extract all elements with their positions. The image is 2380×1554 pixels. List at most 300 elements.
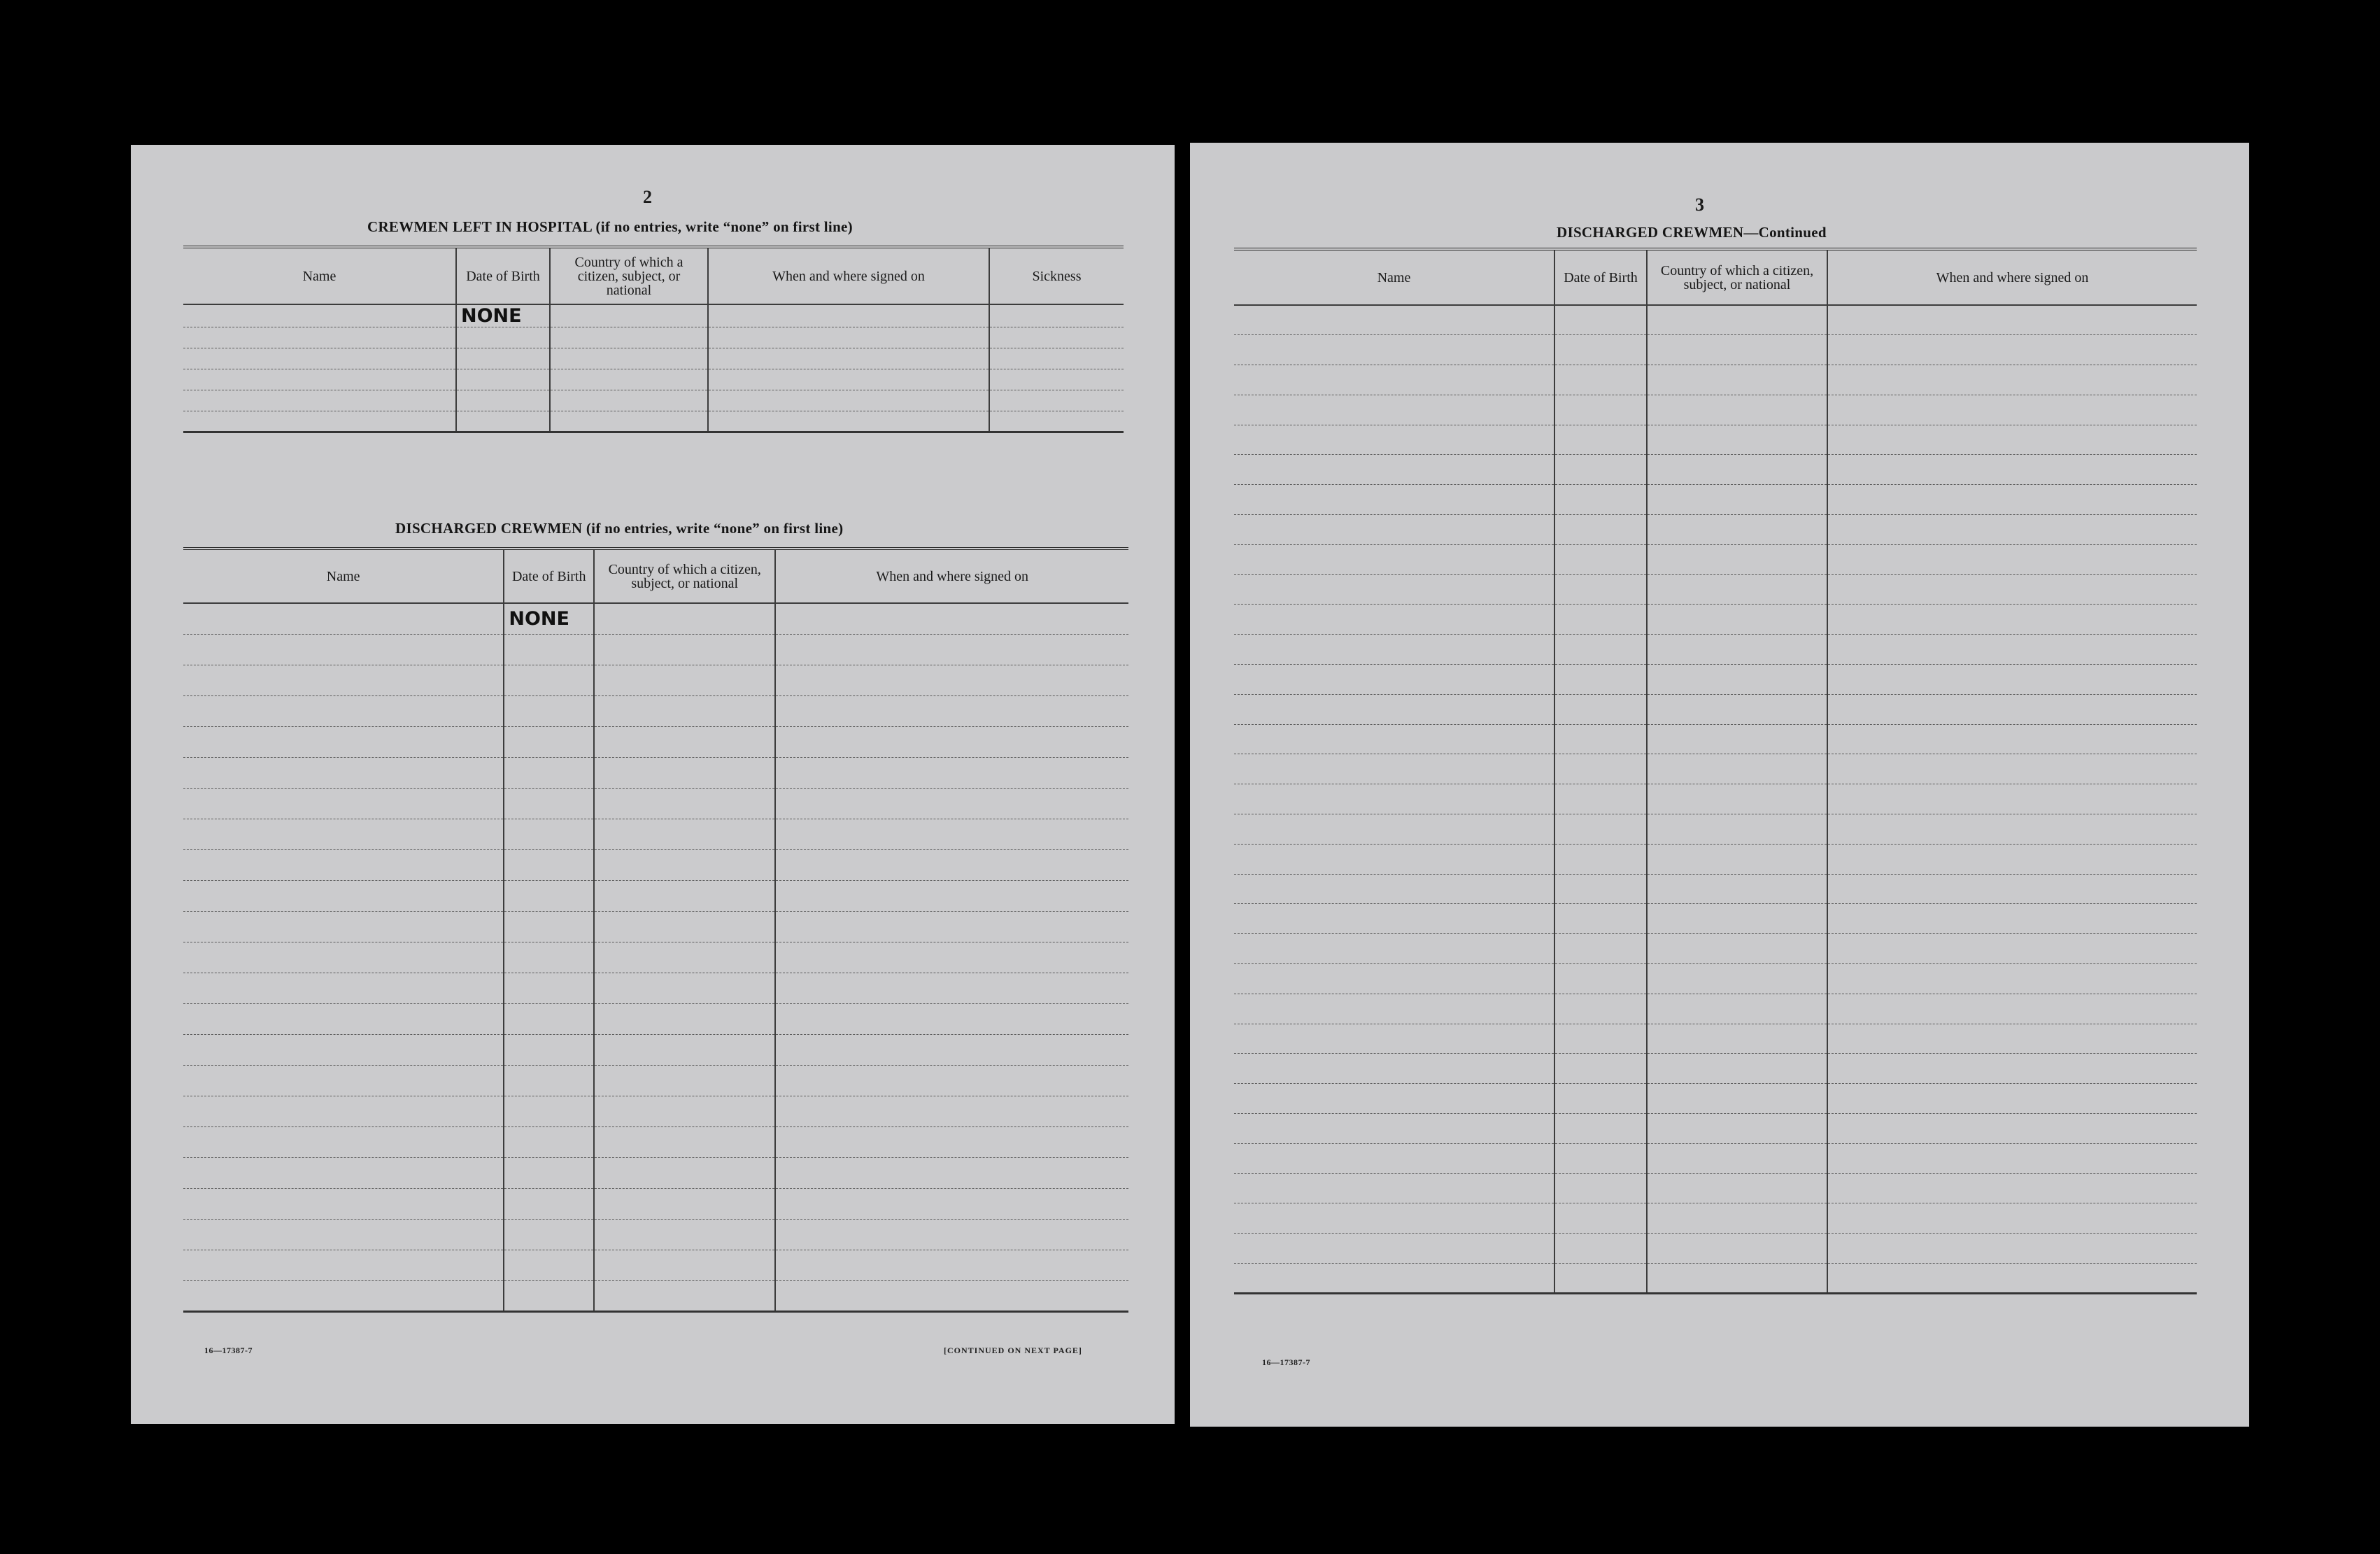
table-cell[interactable] bbox=[504, 849, 594, 880]
table-cell[interactable] bbox=[1554, 665, 1647, 695]
table-cell[interactable] bbox=[183, 695, 504, 726]
table-cell[interactable] bbox=[1234, 1143, 1554, 1173]
table-cell[interactable] bbox=[1827, 574, 2197, 605]
table-cell[interactable] bbox=[1647, 425, 1827, 455]
table-cell[interactable] bbox=[1234, 904, 1554, 934]
table-cell[interactable] bbox=[1554, 754, 1647, 784]
table-cell[interactable] bbox=[1234, 1203, 1554, 1234]
table-cell[interactable] bbox=[1827, 605, 2197, 635]
table-cell[interactable] bbox=[1234, 665, 1554, 695]
table-cell[interactable] bbox=[1827, 544, 2197, 574]
table-cell[interactable] bbox=[1554, 605, 1647, 635]
table-cell[interactable] bbox=[594, 942, 775, 973]
table-cell[interactable] bbox=[1827, 515, 2197, 545]
table-cell[interactable] bbox=[183, 411, 456, 432]
table-cell[interactable] bbox=[1234, 754, 1554, 784]
table-cell[interactable] bbox=[775, 880, 1128, 911]
table-row bbox=[1234, 874, 2197, 904]
table-cell[interactable] bbox=[594, 1065, 775, 1096]
table-cell[interactable] bbox=[456, 369, 550, 390]
table-cell[interactable] bbox=[1647, 1203, 1827, 1234]
table-cell[interactable] bbox=[1554, 395, 1647, 425]
table-cell[interactable] bbox=[1647, 335, 1827, 365]
table-cell[interactable] bbox=[1234, 844, 1554, 874]
table-cell[interactable] bbox=[775, 1157, 1128, 1188]
table-cell[interactable] bbox=[504, 973, 594, 1003]
table-cell[interactable] bbox=[183, 911, 504, 942]
table-cell[interactable] bbox=[550, 369, 708, 390]
table-cell[interactable] bbox=[183, 1065, 504, 1096]
table-cell[interactable] bbox=[1647, 814, 1827, 845]
table-cell[interactable] bbox=[594, 603, 775, 634]
table-cell[interactable] bbox=[456, 327, 550, 348]
table-cell[interactable] bbox=[1647, 904, 1827, 934]
table-row bbox=[183, 411, 1124, 432]
table-cell[interactable] bbox=[1827, 485, 2197, 515]
table-cell[interactable] bbox=[594, 849, 775, 880]
table-cell[interactable] bbox=[1234, 635, 1554, 665]
table-cell[interactable] bbox=[1827, 964, 2197, 994]
table-cell[interactable] bbox=[1234, 934, 1554, 964]
table-cell[interactable] bbox=[1554, 1173, 1647, 1203]
table-row bbox=[1234, 994, 2197, 1024]
table-cell[interactable] bbox=[1827, 904, 2197, 934]
table-cell[interactable] bbox=[775, 1126, 1128, 1157]
table-cell[interactable] bbox=[1554, 515, 1647, 545]
table-cell[interactable] bbox=[504, 1126, 594, 1157]
table-cell[interactable] bbox=[1647, 605, 1827, 635]
table-row bbox=[183, 849, 1128, 880]
table-cell[interactable] bbox=[183, 1096, 504, 1126]
table-cell[interactable] bbox=[550, 411, 708, 432]
table-cell[interactable] bbox=[1827, 305, 2197, 335]
table-cell[interactable] bbox=[183, 327, 456, 348]
table-row bbox=[1234, 305, 2197, 335]
table-cell[interactable] bbox=[1234, 1114, 1554, 1144]
table-cell[interactable] bbox=[1647, 485, 1827, 515]
table-cell[interactable] bbox=[1827, 874, 2197, 904]
continued-note: [CONTINUED ON NEXT PAGE] bbox=[944, 1345, 1082, 1355]
table-cell[interactable] bbox=[504, 911, 594, 942]
table-cell[interactable] bbox=[775, 757, 1128, 788]
hospital-section-title: CREWMEN LEFT IN HOSPITAL (if no entries, write “none” on first line) bbox=[367, 218, 853, 235]
table-cell[interactable] bbox=[1647, 994, 1827, 1024]
table-cell[interactable] bbox=[1554, 1084, 1647, 1114]
table-cell[interactable] bbox=[183, 1188, 504, 1219]
table-cell[interactable] bbox=[594, 973, 775, 1003]
table-cell[interactable] bbox=[989, 369, 1124, 390]
none-entry-text: NONE bbox=[509, 607, 569, 630]
table-cell[interactable] bbox=[775, 1096, 1128, 1126]
column-header-date-of-birth: Date of Birth bbox=[504, 549, 594, 603]
column-header-signed-on: When and where signed on bbox=[1827, 249, 2197, 305]
table-cell[interactable] bbox=[504, 1034, 594, 1065]
table-cell[interactable] bbox=[775, 665, 1128, 695]
table-cell[interactable] bbox=[775, 849, 1128, 880]
table-cell[interactable] bbox=[1827, 335, 2197, 365]
table-cell[interactable] bbox=[183, 1157, 504, 1188]
table-cell[interactable] bbox=[1827, 934, 2197, 964]
table-cell[interactable] bbox=[775, 1250, 1128, 1280]
table-cell[interactable] bbox=[504, 757, 594, 788]
table-cell[interactable] bbox=[594, 1157, 775, 1188]
table-cell[interactable] bbox=[1827, 425, 2197, 455]
table-cell[interactable] bbox=[1554, 1054, 1647, 1084]
table-cell[interactable] bbox=[504, 880, 594, 911]
table-cell[interactable] bbox=[504, 726, 594, 757]
table-cell[interactable] bbox=[1827, 1024, 2197, 1054]
table-cell[interactable] bbox=[1554, 1264, 1647, 1294]
table-cell[interactable] bbox=[1234, 994, 1554, 1024]
table-cell[interactable] bbox=[1234, 814, 1554, 845]
table-cell[interactable] bbox=[504, 634, 594, 665]
table-cell[interactable] bbox=[594, 665, 775, 695]
table-cell[interactable] bbox=[1554, 844, 1647, 874]
table-cell[interactable] bbox=[775, 788, 1128, 819]
table-header-row bbox=[1234, 249, 2197, 305]
table-cell[interactable] bbox=[1647, 395, 1827, 425]
table-cell[interactable] bbox=[183, 1034, 504, 1065]
table-cell[interactable] bbox=[1554, 544, 1647, 574]
table-cell[interactable] bbox=[708, 390, 989, 411]
table-cell[interactable] bbox=[1234, 874, 1554, 904]
table-row bbox=[1234, 1024, 2197, 1054]
table-cell[interactable] bbox=[775, 634, 1128, 665]
table-row bbox=[1234, 425, 2197, 455]
table-cell[interactable] bbox=[1647, 1054, 1827, 1084]
table-cell[interactable] bbox=[1647, 1143, 1827, 1173]
table-row bbox=[183, 911, 1128, 942]
table-cell[interactable] bbox=[1554, 1234, 1647, 1264]
table-cell[interactable] bbox=[1647, 784, 1827, 814]
table-cell[interactable] bbox=[775, 1003, 1128, 1034]
table-cell[interactable] bbox=[1827, 1173, 2197, 1203]
table-cell[interactable] bbox=[183, 603, 504, 634]
table-cell[interactable] bbox=[183, 819, 504, 849]
table-cell[interactable] bbox=[1554, 694, 1647, 724]
table-cell[interactable] bbox=[456, 348, 550, 369]
table-cell[interactable] bbox=[1647, 455, 1827, 485]
table-cell[interactable] bbox=[183, 348, 456, 369]
table-cell[interactable] bbox=[1554, 1024, 1647, 1054]
table-cell[interactable] bbox=[1647, 1173, 1827, 1203]
table-cell[interactable] bbox=[1554, 365, 1647, 395]
table-cell[interactable] bbox=[1647, 515, 1827, 545]
table-cell[interactable] bbox=[1554, 455, 1647, 485]
table-cell[interactable] bbox=[504, 1157, 594, 1188]
table-row bbox=[183, 1034, 1128, 1065]
table-cell[interactable] bbox=[775, 819, 1128, 849]
table-cell[interactable] bbox=[504, 788, 594, 819]
table-cell[interactable] bbox=[989, 327, 1124, 348]
table-cell[interactable] bbox=[456, 390, 550, 411]
table-cell[interactable] bbox=[183, 788, 504, 819]
table-cell[interactable] bbox=[708, 348, 989, 369]
table-row bbox=[1234, 694, 2197, 724]
table-cell[interactable] bbox=[775, 942, 1128, 973]
table-cell[interactable] bbox=[1827, 1203, 2197, 1234]
table-row bbox=[183, 327, 1124, 348]
table-cell[interactable] bbox=[1234, 694, 1554, 724]
table-cell[interactable] bbox=[1234, 544, 1554, 574]
table-cell[interactable] bbox=[1554, 934, 1647, 964]
table-row bbox=[1234, 814, 2197, 845]
table-cell[interactable] bbox=[183, 634, 504, 665]
table-cell[interactable] bbox=[183, 726, 504, 757]
table-cell[interactable] bbox=[1234, 365, 1554, 395]
table-cell[interactable] bbox=[594, 1126, 775, 1157]
table-cell[interactable] bbox=[1234, 1173, 1554, 1203]
table-cell[interactable] bbox=[1554, 305, 1647, 335]
table-cell[interactable] bbox=[1554, 335, 1647, 365]
table-cell[interactable] bbox=[594, 1034, 775, 1065]
table-cell[interactable] bbox=[1234, 305, 1554, 335]
table-cell[interactable] bbox=[504, 1280, 594, 1311]
table-cell[interactable] bbox=[1827, 665, 2197, 695]
table-cell[interactable] bbox=[775, 973, 1128, 1003]
table-cell[interactable] bbox=[708, 411, 989, 432]
table-cell[interactable] bbox=[594, 757, 775, 788]
table-cell[interactable] bbox=[1234, 724, 1554, 754]
table-cell[interactable] bbox=[1234, 425, 1554, 455]
table-cell[interactable] bbox=[1827, 1264, 2197, 1294]
table-cell[interactable] bbox=[989, 348, 1124, 369]
table-cell[interactable] bbox=[504, 1188, 594, 1219]
table-row bbox=[1234, 904, 2197, 934]
table-cell[interactable] bbox=[1827, 365, 2197, 395]
table-cell[interactable] bbox=[183, 1280, 504, 1311]
table-cell[interactable] bbox=[1234, 455, 1554, 485]
table-cell[interactable] bbox=[1554, 874, 1647, 904]
table-cell[interactable] bbox=[1647, 635, 1827, 665]
table-cell[interactable] bbox=[1647, 1024, 1827, 1054]
table-cell[interactable] bbox=[1554, 724, 1647, 754]
table-cell[interactable] bbox=[594, 911, 775, 942]
table-row bbox=[1234, 665, 2197, 695]
table-cell[interactable] bbox=[504, 1219, 594, 1250]
table-cell[interactable] bbox=[1554, 784, 1647, 814]
table-cell[interactable] bbox=[1647, 1234, 1827, 1264]
table-cell[interactable] bbox=[594, 880, 775, 911]
table-cell[interactable] bbox=[1827, 814, 2197, 845]
form-code: 16—17387-7 bbox=[204, 1345, 253, 1355]
table-cell[interactable] bbox=[775, 1219, 1128, 1250]
table-cell[interactable] bbox=[594, 1250, 775, 1280]
table-cell[interactable] bbox=[1827, 1234, 2197, 1264]
table-cell[interactable] bbox=[456, 411, 550, 432]
table-cell[interactable] bbox=[183, 942, 504, 973]
table-cell[interactable] bbox=[1647, 1084, 1827, 1114]
table-cell[interactable] bbox=[775, 726, 1128, 757]
column-header-country: Country of which a citizen, subject, or national bbox=[594, 549, 775, 603]
table-cell[interactable] bbox=[1827, 1054, 2197, 1084]
table-row bbox=[1234, 754, 2197, 784]
table-cell[interactable] bbox=[183, 1126, 504, 1157]
table-cell[interactable] bbox=[1234, 605, 1554, 635]
table-cell[interactable] bbox=[1647, 1114, 1827, 1144]
table-row bbox=[1234, 1173, 2197, 1203]
table-cell[interactable] bbox=[504, 819, 594, 849]
column-header-name: Name bbox=[183, 549, 504, 603]
table-cell[interactable] bbox=[708, 369, 989, 390]
table-cell[interactable] bbox=[1647, 1264, 1827, 1294]
table-cell[interactable] bbox=[1647, 964, 1827, 994]
table-cell[interactable] bbox=[1827, 1143, 2197, 1173]
table-cell[interactable] bbox=[1554, 904, 1647, 934]
table-cell[interactable] bbox=[1647, 665, 1827, 695]
table-cell[interactable] bbox=[1554, 485, 1647, 515]
table-cell[interactable] bbox=[1234, 1264, 1554, 1294]
table-cell[interactable] bbox=[504, 1250, 594, 1280]
table-cell[interactable] bbox=[989, 390, 1124, 411]
table-cell[interactable] bbox=[1827, 754, 2197, 784]
table-cell[interactable] bbox=[1554, 1203, 1647, 1234]
table-cell[interactable] bbox=[1554, 1143, 1647, 1173]
table-row bbox=[183, 634, 1128, 665]
table-cell[interactable] bbox=[1234, 574, 1554, 605]
table-cell[interactable] bbox=[1647, 305, 1827, 335]
table-cell[interactable] bbox=[594, 726, 775, 757]
table-cell[interactable] bbox=[708, 304, 989, 327]
table-cell[interactable] bbox=[594, 819, 775, 849]
table-cell[interactable] bbox=[594, 788, 775, 819]
table-cell[interactable] bbox=[1647, 365, 1827, 395]
column-header-country: Country of which a citizen, subject, or national bbox=[550, 247, 708, 304]
table-cell[interactable] bbox=[1647, 934, 1827, 964]
table-cell[interactable] bbox=[183, 390, 456, 411]
table-cell[interactable] bbox=[1827, 994, 2197, 1024]
table-cell[interactable] bbox=[989, 304, 1124, 327]
form-code: 16—17387-7 bbox=[1262, 1357, 1310, 1367]
table-cell[interactable] bbox=[1234, 395, 1554, 425]
table-cell[interactable] bbox=[775, 1188, 1128, 1219]
table-cell[interactable] bbox=[1234, 335, 1554, 365]
table-cell[interactable] bbox=[183, 880, 504, 911]
table-cell[interactable] bbox=[183, 1219, 504, 1250]
table-cell[interactable] bbox=[775, 911, 1128, 942]
table-cell[interactable] bbox=[550, 390, 708, 411]
table-cell[interactable] bbox=[183, 369, 456, 390]
table-row bbox=[183, 348, 1124, 369]
table-cell[interactable] bbox=[183, 304, 456, 327]
table-cell[interactable] bbox=[1647, 724, 1827, 754]
table-cell[interactable] bbox=[1647, 844, 1827, 874]
table-cell[interactable] bbox=[1234, 964, 1554, 994]
table-row bbox=[183, 1065, 1128, 1096]
table-cell[interactable] bbox=[1827, 1114, 2197, 1144]
table-cell[interactable] bbox=[1234, 1054, 1554, 1084]
table-cell[interactable] bbox=[504, 1065, 594, 1096]
table-cell[interactable] bbox=[550, 327, 708, 348]
table-cell[interactable] bbox=[594, 1280, 775, 1311]
table-cell[interactable] bbox=[1647, 754, 1827, 784]
table-cell[interactable] bbox=[1827, 724, 2197, 754]
table-cell[interactable] bbox=[183, 665, 504, 695]
table-cell[interactable] bbox=[1554, 574, 1647, 605]
table-cell[interactable] bbox=[1554, 635, 1647, 665]
table-cell[interactable] bbox=[550, 304, 708, 327]
hospital-crewmen-table bbox=[183, 246, 1124, 433]
table-cell[interactable] bbox=[708, 327, 989, 348]
page-number: 2 bbox=[643, 187, 652, 207]
column-header-name: Name bbox=[1234, 249, 1554, 305]
table-cell[interactable] bbox=[1647, 874, 1827, 904]
table-cell[interactable] bbox=[550, 348, 708, 369]
table-row bbox=[183, 1003, 1128, 1034]
table-cell[interactable] bbox=[1234, 784, 1554, 814]
table-cell[interactable] bbox=[1647, 574, 1827, 605]
table-cell[interactable] bbox=[504, 695, 594, 726]
table-cell[interactable] bbox=[1554, 425, 1647, 455]
table-cell[interactable] bbox=[594, 634, 775, 665]
table-cell[interactable] bbox=[504, 603, 594, 634]
table-cell[interactable] bbox=[183, 1250, 504, 1280]
table-cell[interactable] bbox=[1647, 544, 1827, 574]
table-cell[interactable] bbox=[775, 1034, 1128, 1065]
table-cell[interactable] bbox=[594, 1219, 775, 1250]
table-row bbox=[1234, 934, 2197, 964]
table-cell[interactable] bbox=[594, 1003, 775, 1034]
table-row bbox=[1234, 1234, 2197, 1264]
table-cell[interactable] bbox=[1827, 635, 2197, 665]
column-header-country: Country of which a citizen, subject, or national bbox=[1647, 249, 1827, 305]
table-cell[interactable] bbox=[504, 1096, 594, 1126]
right-page bbox=[1190, 143, 2249, 1427]
table-cell[interactable] bbox=[504, 942, 594, 973]
table-cell[interactable] bbox=[1554, 994, 1647, 1024]
table-cell[interactable] bbox=[183, 849, 504, 880]
table-cell[interactable] bbox=[1234, 1084, 1554, 1114]
table-row bbox=[183, 695, 1128, 726]
table-cell[interactable] bbox=[504, 1003, 594, 1034]
column-header-sickness: Sickness bbox=[989, 247, 1124, 304]
table-cell[interactable] bbox=[594, 1188, 775, 1219]
table-cell[interactable] bbox=[456, 304, 550, 327]
table-cell[interactable] bbox=[1827, 784, 2197, 814]
table-cell[interactable] bbox=[1554, 964, 1647, 994]
table-cell[interactable] bbox=[504, 665, 594, 695]
table-cell[interactable] bbox=[1827, 694, 2197, 724]
table-cell[interactable] bbox=[183, 1003, 504, 1034]
table-cell[interactable] bbox=[775, 1280, 1128, 1311]
table-row bbox=[1234, 515, 2197, 545]
table-cell[interactable] bbox=[775, 695, 1128, 726]
table-cell[interactable] bbox=[594, 1096, 775, 1126]
table-row bbox=[183, 788, 1128, 819]
table-cell[interactable] bbox=[1827, 844, 2197, 874]
table-cell[interactable] bbox=[1827, 455, 2197, 485]
table-row bbox=[1234, 635, 2197, 665]
table-cell[interactable] bbox=[183, 973, 504, 1003]
table-cell[interactable] bbox=[1554, 1114, 1647, 1144]
table-cell[interactable] bbox=[775, 1065, 1128, 1096]
table-cell[interactable] bbox=[183, 757, 504, 788]
table-cell[interactable] bbox=[1647, 694, 1827, 724]
table-row bbox=[183, 1250, 1128, 1280]
table-cell[interactable] bbox=[1234, 485, 1554, 515]
table-row bbox=[1234, 964, 2197, 994]
table-cell[interactable] bbox=[594, 695, 775, 726]
discharged-crewmen-continued-table bbox=[1234, 248, 2197, 1294]
table-cell[interactable] bbox=[1234, 1234, 1554, 1264]
table-cell[interactable] bbox=[1827, 1084, 2197, 1114]
table-cell[interactable] bbox=[1234, 1024, 1554, 1054]
table-cell[interactable] bbox=[1827, 395, 2197, 425]
table-cell[interactable] bbox=[1234, 515, 1554, 545]
table-cell[interactable] bbox=[989, 411, 1124, 432]
table-cell[interactable] bbox=[775, 603, 1128, 634]
table-cell[interactable] bbox=[1554, 814, 1647, 845]
